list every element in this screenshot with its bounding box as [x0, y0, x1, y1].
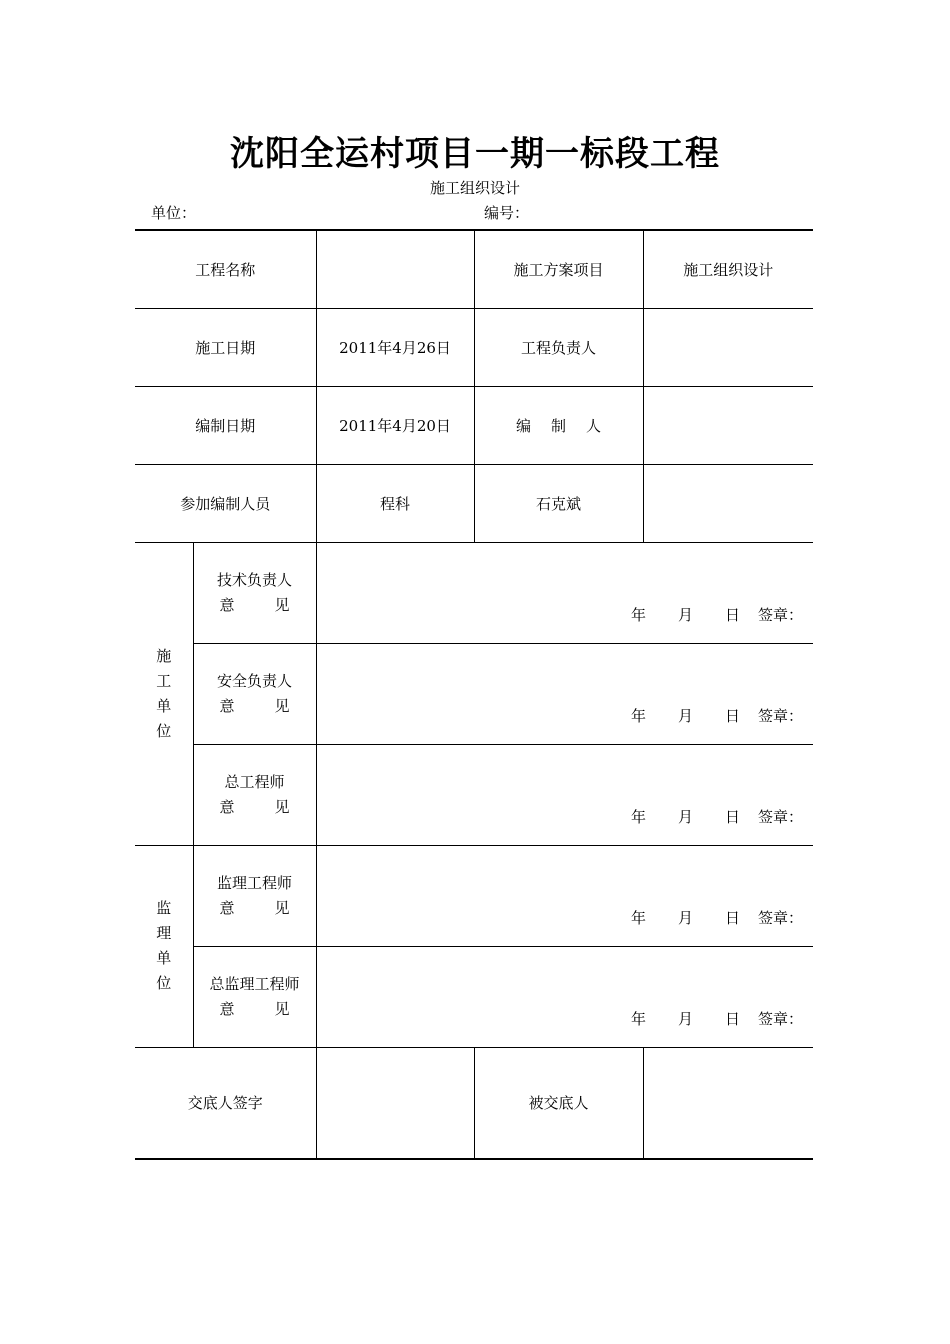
chief-supervisor-opinion-field[interactable] [316, 946, 813, 1047]
row-chief-engineer-opinion [135, 744, 813, 845]
document-subtitle: 施工组织设计 [429, 179, 520, 197]
safety-lead-opinion-field[interactable] [316, 643, 813, 744]
receiver-label: 被交底人 [474, 1047, 643, 1159]
project-leader-value[interactable] [643, 308, 813, 386]
chief-engineer-opinion-label: 总工程师 意见 [193, 744, 316, 845]
row-supervisor-opinion [135, 845, 813, 946]
sign-line: 年 月 日 签章： [630, 706, 804, 725]
sign-line: 年 月 日 签章： [630, 908, 804, 927]
construction-date-label: 施工日期 [135, 308, 316, 386]
compiler-label: 编制人 [474, 386, 643, 464]
tech-lead-opinion-label: 技术负责人 意见 [193, 542, 316, 643]
document-title: 沈阳全运村项目一期一标段工程 [230, 134, 720, 174]
compile-date-value[interactable]: 2011年4月20日 [316, 386, 474, 464]
handover-person-label: 交底人签字 [135, 1047, 316, 1159]
row-project-name [135, 230, 813, 308]
sign-line: 年 月 日 签章： [630, 605, 804, 624]
project-name-label: 工程名称 [135, 230, 316, 308]
participant-2[interactable]: 石克斌 [474, 464, 643, 542]
sign-line: 年 月 日 签章： [630, 1009, 804, 1028]
supervision-unit-label: 监 理 单 位 [135, 845, 193, 1047]
row-safety-lead-opinion [135, 643, 813, 744]
construction-date-value[interactable]: 2011年4月26日 [316, 308, 474, 386]
row-construction-date [135, 308, 813, 386]
compile-date-label: 编制日期 [135, 386, 316, 464]
project-name-value[interactable] [316, 230, 474, 308]
safety-lead-opinion-label: 安全负责人 意见 [193, 643, 316, 744]
chief-engineer-opinion-field[interactable] [316, 744, 813, 845]
handover-person-signature[interactable] [316, 1047, 474, 1159]
tech-lead-opinion-field[interactable] [316, 542, 813, 643]
scheme-item-label: 施工方案项目 [474, 230, 643, 308]
scheme-item-value[interactable]: 施工组织设计 [643, 230, 813, 308]
construction-plan-form [135, 229, 813, 1160]
supervisor-opinion-label: 监理工程师 意见 [193, 845, 316, 946]
row-compile-date [135, 386, 813, 464]
row-handover [135, 1047, 813, 1159]
chief-supervisor-opinion-label: 总监理工程师 意见 [193, 946, 316, 1047]
sign-line: 年 月 日 签章： [630, 807, 804, 826]
unit-label: 单位： [151, 204, 197, 222]
row-tech-lead-opinion [135, 542, 813, 643]
participant-3[interactable] [643, 464, 813, 542]
project-leader-label: 工程负责人 [474, 308, 643, 386]
participants-label: 参加编制人员 [135, 464, 316, 542]
compiler-value[interactable] [643, 386, 813, 464]
row-chief-supervisor-opinion [135, 946, 813, 1047]
participant-1[interactable]: 程科 [316, 464, 474, 542]
row-participants [135, 464, 813, 542]
supervisor-opinion-field[interactable] [316, 845, 813, 946]
construction-unit-label: 施 工 单 位 [135, 542, 193, 845]
code-label: 编号： [484, 204, 530, 222]
receiver-signature[interactable] [643, 1047, 813, 1159]
